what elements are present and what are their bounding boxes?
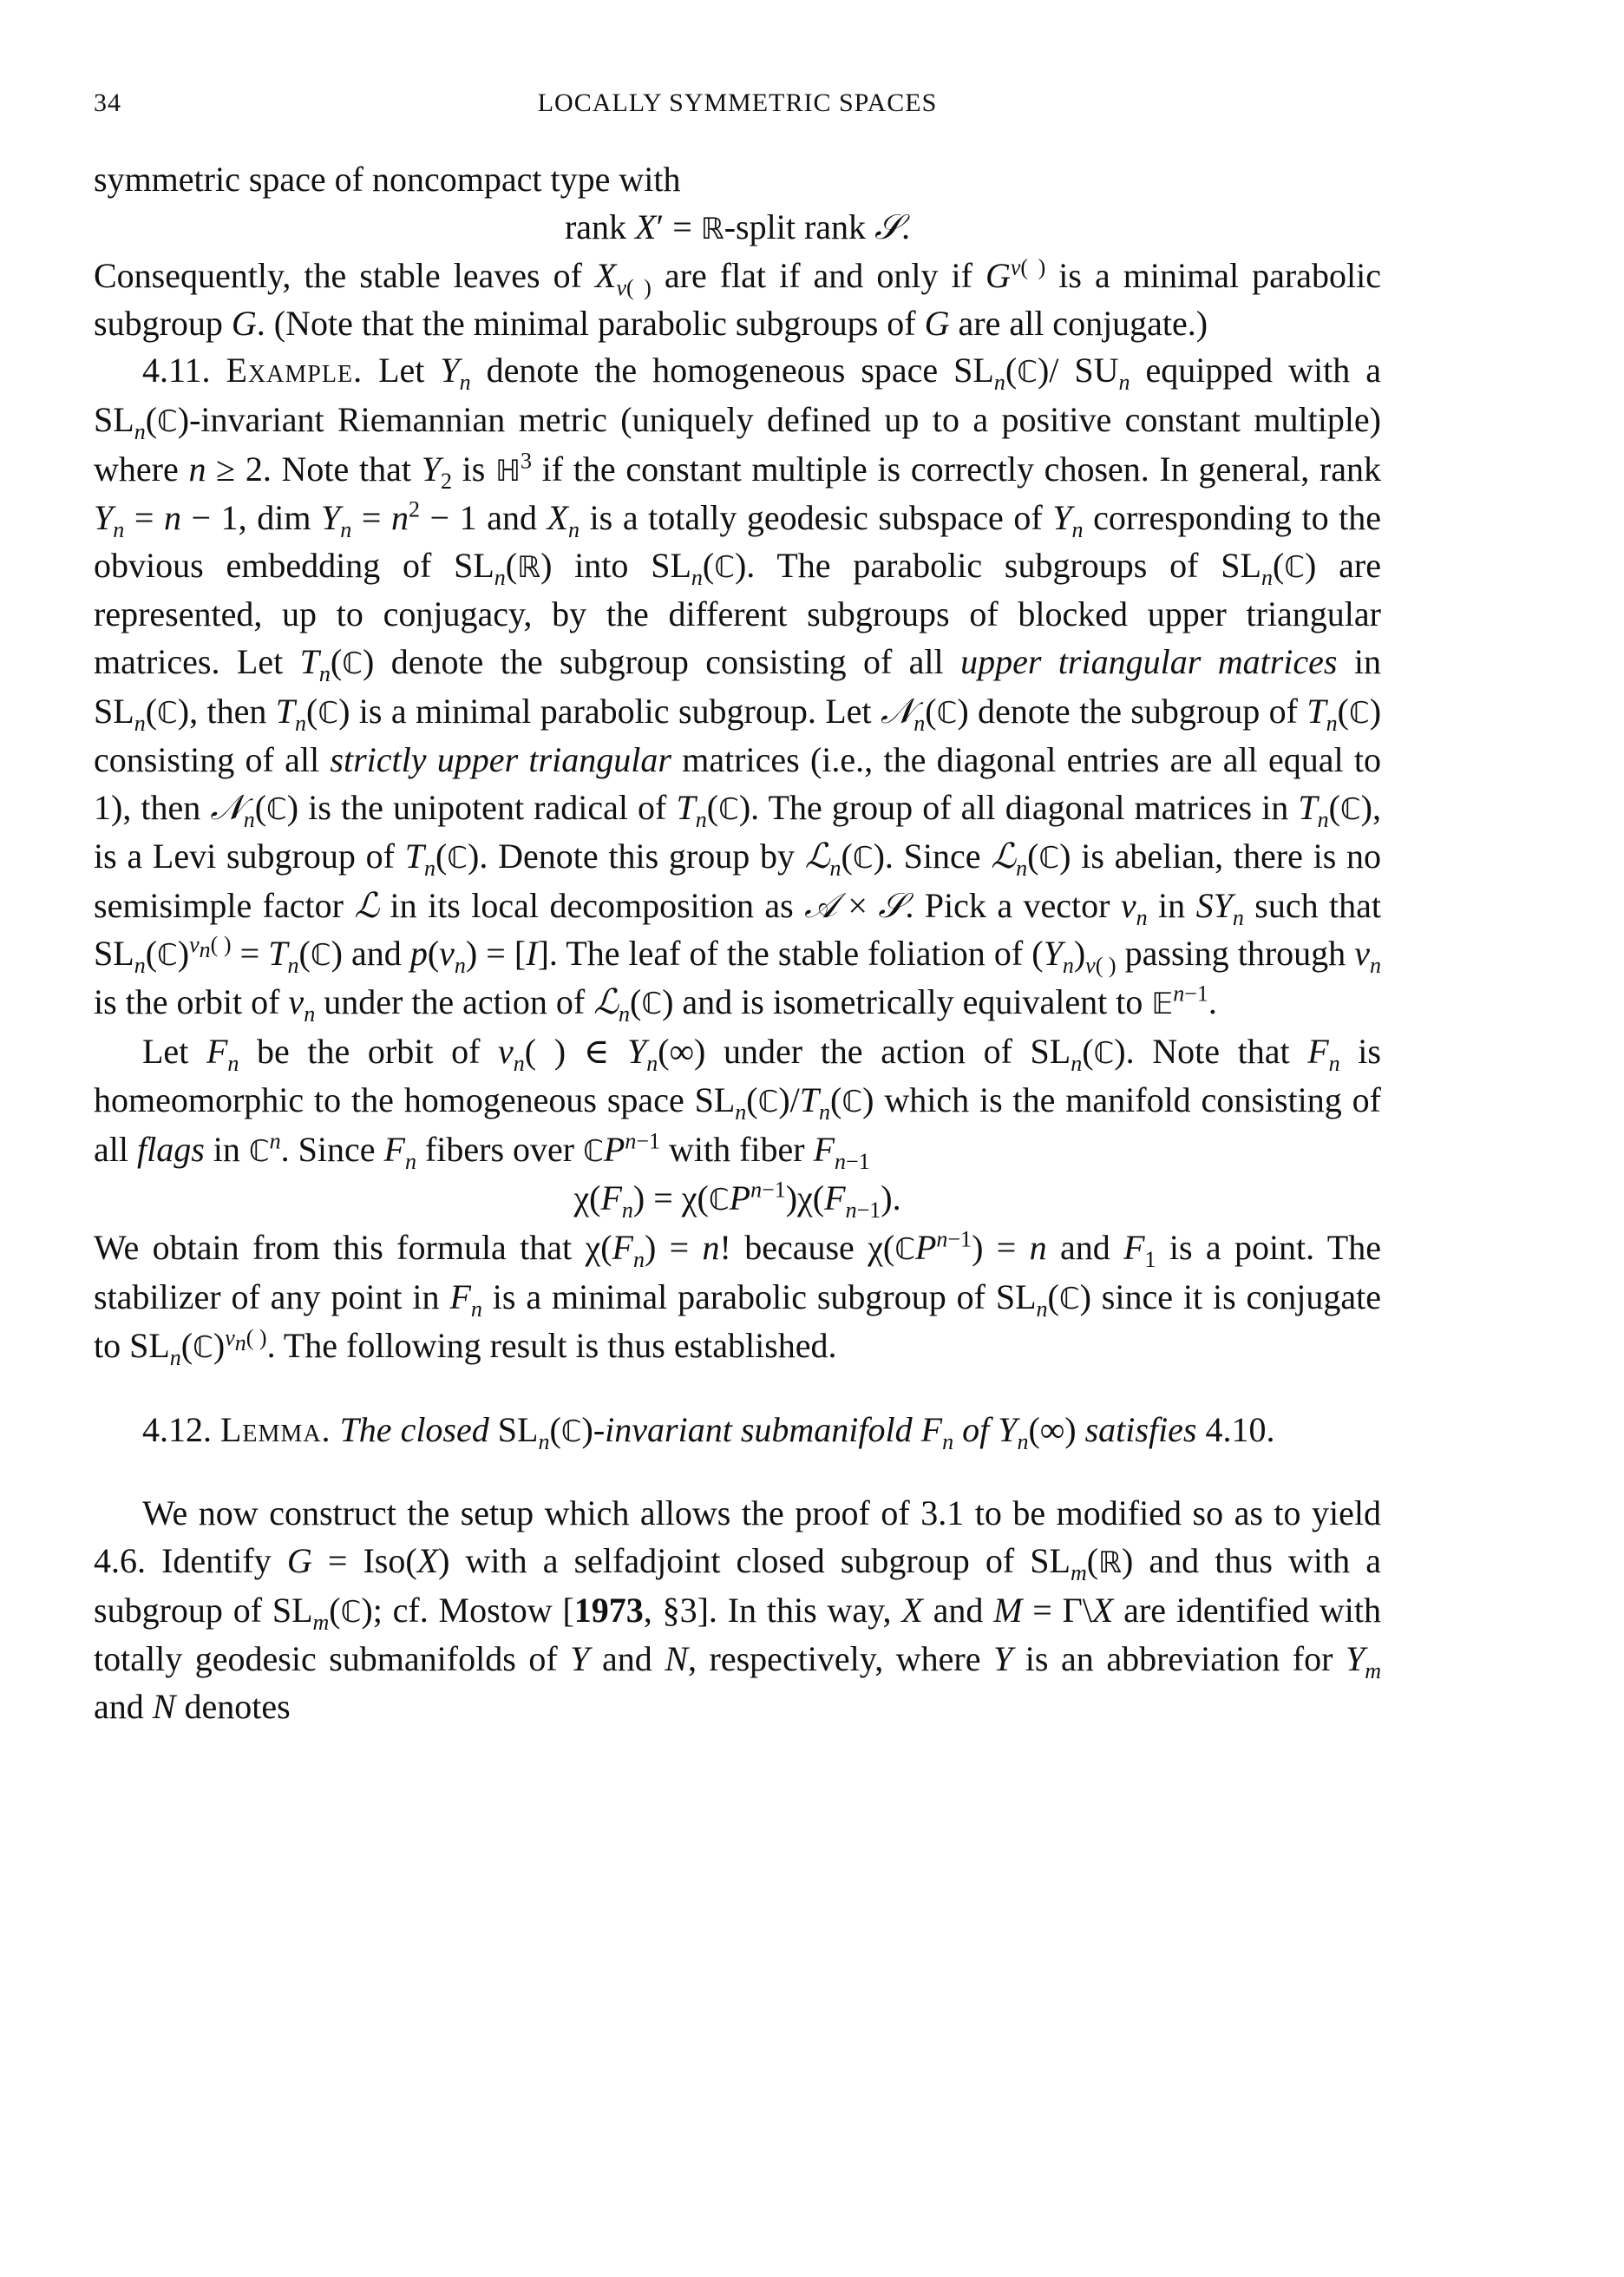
paragraph-flags: Let $F_n$ be the orbit of $v_n$( ) ∈ $Y_n(\infty)$ under the action of $SL_n(ℂ)$. Note that $F_n$ is homeomorphic to the homogeneous space $SL_n(ℂ)/T_n(ℂ)$ which is the manifold consisting of all flags in ℂ$^n$. Since $F_n$ fibers over ℂP$^{n-1}$ with fiber $F_{n-1}$ — [94, 1031, 1381, 1174]
paragraph-lemma-4-12: 4.12. Lemma. The closed $SL_n(ℂ)$-invariant submanifold $F_n$ of $Y_n(\infty)$ satisfies 4.10. — [142, 1409, 1275, 1454]
section-title-example: Example. — [226, 351, 363, 390]
paragraph-opening — [94, 156, 1381, 204]
equation-euler-characteristic: $\chi(F_n)$ = $\chi(ℂP^{n-1})\chi(F_{n-1})$. — [573, 1178, 901, 1224]
paragraph-example-4-11: 4.11. Example. Let $Y_n$ denote the homogeneous space $SL_n(ℂ)/$ $SU_n$ equipped with a $SL_n(ℂ)$-invariant Riemannian metric (uniquely defined up to a positive constant multiple) where n ≥ 2. Note that $Y_2$ is ℍ$^3$ if the constant multiple is correctly chosen. In general, rank $Y_n = n - 1$, dim $Y_n = n^2 - 1$ and $X_n$ is a totally geodesic subspace of $Y_n$ corresponding to the obvious embedding of $SL_n(ℝ)$ into $SL_n(ℂ)$. The parabolic subgroups of $SL_n(ℂ)$ are represented, up to conjugacy, by the different subgroups of blocked upper triangular matrices. Let $T_n(ℂ)$ denote the subgroup consisting of all upper triangular matrices in $SL_n(ℂ)$, then $T_n(ℂ)$ is a minimal parabolic subgroup. Let 𝒩$_n$(ℂ) denote the subgroup of $T_n(ℂ)$ consisting of all strictly upper triangular matrices (i.e., the diagonal entries are all equal to 1), then 𝒩$_n$(ℂ) is the unipotent radical of $T_n(ℂ)$. The group of all diagonal matrices in $T_n(ℂ)$, is a Levi subgroup of $T_n(ℂ)$. Denote this group by ℒ$_n$(ℂ). Since ℒ$_n$(ℂ) is abelian, there is no semisimple factor ℒ in its local decomposition as 𝒜 × 𝒮. Pick a vector $v_n$ in $SY_n$ such that $SL_n(ℂ)^{v_n( )}$ = $T_n(ℂ)$ and $p(v_n) = [I]$. The leaf of the stable foliation of $(Y_n)_{v( )}$ passing through $v_n$ is the orbit of $v_n$ under the action of ℒ$_n$(ℂ) and is isometrically equivalent to 𝔼$^{n-1}$. — [94, 351, 1382, 1027]
lemma-reference: 4.10. — [1205, 1409, 1275, 1449]
spacer — [94, 1372, 1381, 1407]
page-number: 34 — [94, 89, 121, 117]
opening-line: symmetric space of noncompact type with — [94, 160, 681, 199]
equation-rank: rank X′ = ℝ-split rank 𝒮. — [564, 207, 911, 247]
citation-year: 1973 — [573, 1590, 644, 1630]
citation-section: §3 — [662, 1590, 697, 1630]
page-body — [94, 156, 1381, 1730]
section-title-lemma: Lemma. — [220, 1409, 331, 1449]
section-number-4-11: 4.11. — [142, 351, 211, 390]
paragraph-stable-leaves: Consequently, the stable leaves of $X_{v( )}$ are flat if and only if $G^{v( )}$ is a minimal parabolic subgroup G. (Note that the minimal parabolic subgroups of G are all conjugate.) — [94, 254, 1381, 343]
page-header — [94, 89, 1381, 127]
citation-author: Mostow — [438, 1590, 553, 1630]
paragraph-setup: We now construct the setup which allows the proof of 3.1 to be modified so as to yield 4.6. Identify G = Iso(X) with a selfadjoint closed subgroup of $SL_m(ℝ)$ and thus with a subgroup of $SL_m(ℂ)$; cf. Mostow [1973, §3]. In this way, X and M = Γ\X are identified with totally geodesic submanifolds of Y and N, respectively, where Y is an abbreviation for $Y_m$ and N denotes — [94, 1493, 1382, 1726]
paragraph-euler-result: We obtain from this formula that $\chi(F_n) = n$! because χ(ℂP$^{n-1}$) = n and $F_1$ is a point. The stabilizer of any point in $F_n$ is a minimal parabolic subgroup of $SL_n(ℂ)$ since it is conjugate to $SL_n(ℂ)^{v_n( )}$. The following result is thus established. — [94, 1226, 1382, 1371]
running-title: LOCALLY SYMMETRIC SPACES — [537, 89, 938, 117]
spacer — [94, 1455, 1381, 1490]
section-number-4-12: 4.12. — [142, 1409, 212, 1449]
